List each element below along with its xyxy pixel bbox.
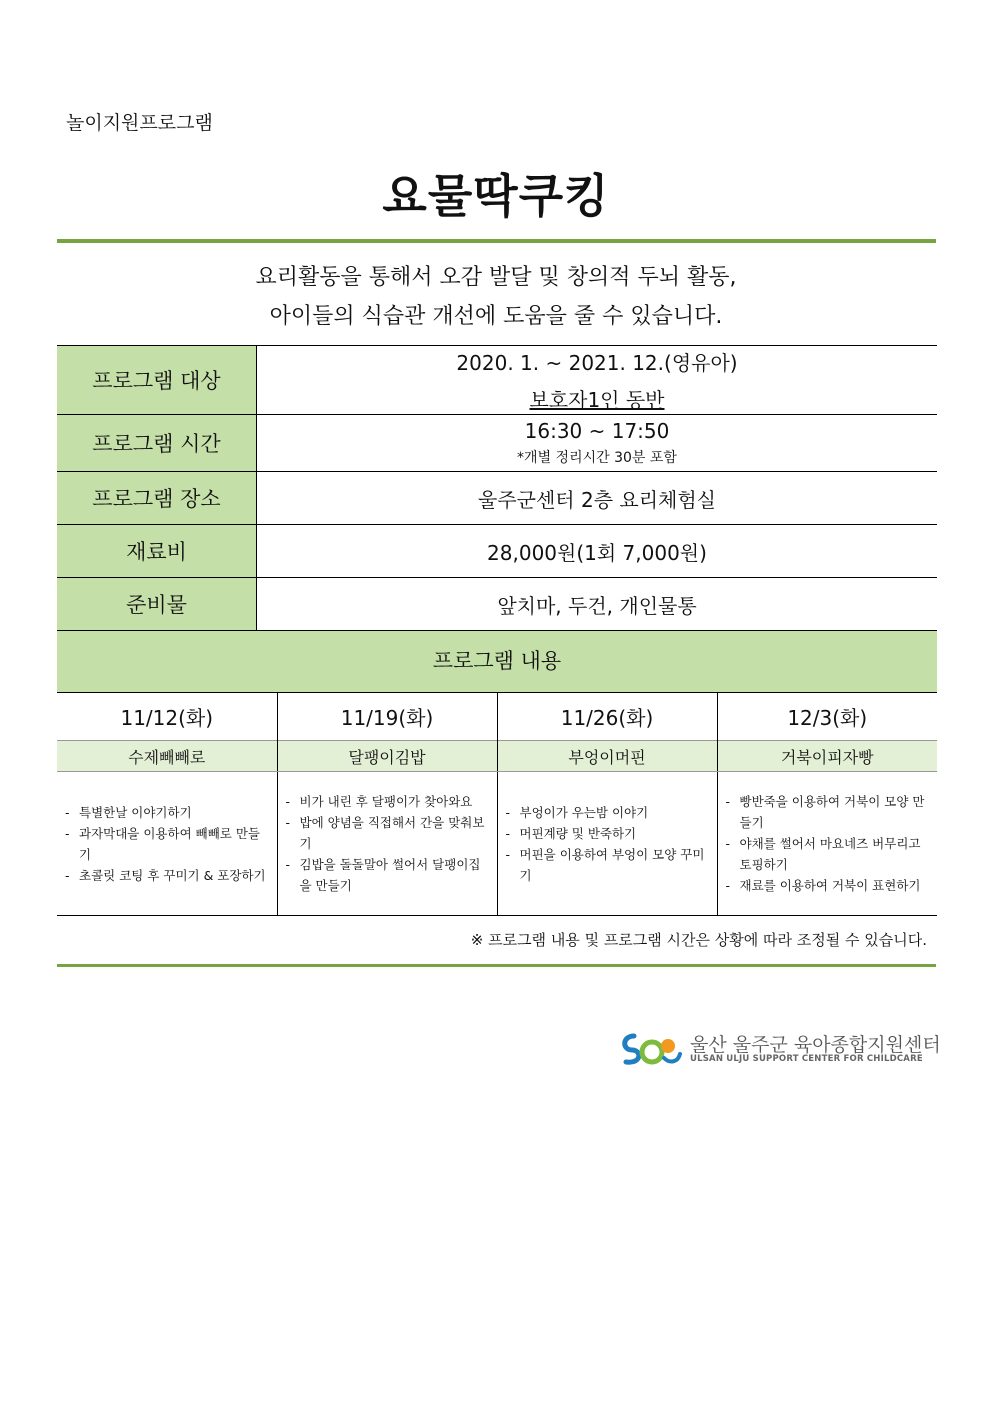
schedule-table: [57, 692, 937, 916]
intro-line-1: 요리활동을 통해서 오감 발달 및 창의적 두뇌 활동,: [255, 265, 737, 290]
activity-list: [278, 791, 497, 896]
session-date: 11/12(화): [120, 705, 214, 730]
info-row-prep: [57, 578, 937, 631]
session-activities: [717, 772, 937, 916]
activity-item: - 빵반죽을 이용하여 거북이 모양 만들기: [726, 791, 932, 833]
place-label: 프로그램 장소: [57, 472, 257, 525]
activity-item: - 야채를 썰어서 마요네즈 버무리고 토핑하기: [726, 833, 932, 875]
prep-label: 준비물: [57, 578, 257, 631]
center-name: 울산 울주군 육아종합지원센터: [690, 1034, 941, 1056]
activity-item: - 초콜릿 코팅 후 꾸미기 & 포장하기: [65, 865, 271, 886]
activities-row: [57, 772, 937, 916]
schedule-footnote: ※ 프로그램 내용 및 프로그램 시간은 상황에 따라 조정될 수 있습니다.: [470, 931, 927, 949]
session-menu: 거북이피자빵: [717, 741, 937, 772]
date-row: [57, 692, 937, 741]
session-activities: [497, 772, 717, 916]
target-value: 2020. 1. ~ 2021. 12.(영유아): [456, 351, 738, 375]
fee-value: 28,000원(1회 7,000원): [257, 525, 938, 578]
activity-item: - 비가 내린 후 달팽이가 찾아와요: [286, 791, 491, 812]
activity-item: - 김밥을 돌돌말아 썰어서 달팽이집을 만들기: [286, 854, 491, 896]
program-info-table: [57, 345, 937, 631]
target-label: 프로그램 대상: [57, 346, 257, 415]
fee-label: 재료비: [57, 525, 257, 578]
place-value: 울주군센터 2층 요리체험실: [257, 472, 938, 525]
session-date: 11/19(화): [277, 692, 497, 741]
session-menu: 달팽이김밥: [277, 741, 497, 772]
bottom-divider: [57, 964, 936, 967]
session-menu: 수제빼빼로: [57, 741, 277, 772]
top-divider: [57, 239, 936, 243]
activity-list: [498, 802, 717, 886]
prep-value: 앞치마, 두건, 개인물통: [257, 578, 938, 631]
session-menu: 부엉이머핀: [497, 741, 717, 772]
activity-list: [718, 791, 938, 896]
activity-item: - 머핀을 이용하여 부엉이 모양 꾸미기: [506, 844, 711, 886]
activity-item: - 특별한날 이야기하기: [65, 802, 271, 823]
session-activities: [277, 772, 497, 916]
session-date: 12/3(화): [717, 692, 937, 741]
menu-row: [57, 741, 937, 772]
info-row-place: [57, 472, 937, 525]
page-title: 요물딱쿠킹: [382, 169, 610, 223]
center-name-english: ULSAN ULJU SUPPORT CENTER FOR CHILDCARE: [690, 1054, 923, 1064]
session-activities: [57, 772, 277, 916]
time-label: 프로그램 시간: [57, 415, 257, 472]
content-heading: 프로그램 내용: [57, 631, 937, 693]
activity-item: - 머핀계량 및 반죽하기: [506, 823, 711, 844]
activity-item: - 재료를 이용하여 거북이 표현하기: [726, 875, 932, 896]
target-guardian-note: 보호자1인 동반: [529, 388, 665, 412]
target-cell: [257, 346, 938, 415]
info-row-fee: [57, 525, 937, 578]
session-date: 11/26(화): [497, 692, 717, 741]
time-cell: [257, 415, 938, 472]
info-row-time: [57, 415, 937, 472]
program-category: 놀이지원프로그램: [66, 112, 213, 134]
time-value: 16:30 ~ 17:50: [524, 419, 670, 443]
info-row-target: [57, 346, 937, 415]
activity-list: [57, 802, 277, 886]
activity-item: - 과자막대을 이용하여 빼빼로 만들기: [65, 823, 271, 865]
time-note: *개별 정리시간 30분 포함: [517, 450, 677, 466]
intro-line-2: 아이들의 식습관 개선에 도움을 줄 수 있습니다.: [269, 304, 723, 329]
activity-item: - 부엉이가 우는밤 이야기: [506, 802, 711, 823]
activity-item: - 밥에 양념을 직접해서 간을 맞춰보기: [286, 812, 491, 854]
